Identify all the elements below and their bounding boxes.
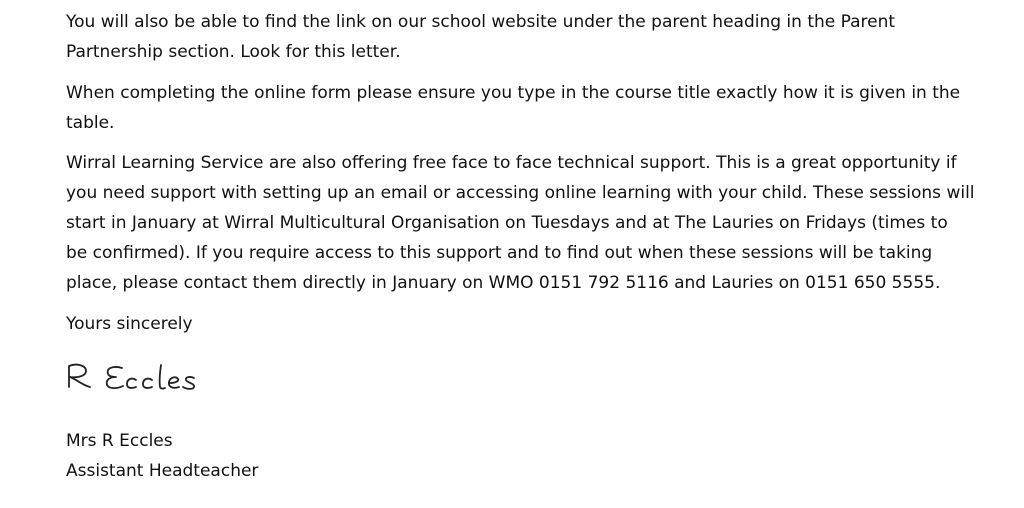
handwritten-signature — [64, 356, 244, 396]
paragraph-line: Partnership section. Look for this letter. — [66, 42, 401, 62]
signoff-name: Mrs R Eccles — [66, 431, 173, 451]
paragraph-technical-support — [66, 148, 986, 298]
paragraph-line: place, please contact them directly in January on WMO 0151 792 5116 and Lauries on 0151 650 5555. — [66, 273, 941, 293]
paragraph-line: table. — [66, 113, 115, 133]
paragraph-line: When completing the online form please ensure you type in the course title exactly how it is given in the — [66, 83, 961, 103]
closing-salutation: Yours sincerely — [66, 314, 193, 334]
signoff-block — [66, 426, 986, 486]
paragraph-line: you need support with setting up an email or accessing online learning with your child. These sessions will — [66, 183, 975, 203]
paragraph-line: Wirral Learning Service are also offering free face to face technical support. This is a great opportunity if — [66, 153, 957, 173]
signoff-title: Assistant Headteacher — [66, 461, 259, 481]
paragraph-line: You will also be able to find the link on our school website under the parent heading in the Parent — [66, 12, 896, 32]
paragraph-line: start in January at Wirral Multicultural Organisation on Tuesdays and at The Lauries on Fridays (times to — [66, 213, 948, 233]
paragraph-line: be confirmed). If you require access to this support and to find out when these sessions will be taking — [66, 243, 933, 263]
paragraph-school-website-link — [66, 7, 986, 67]
paragraph-online-form-instructions — [66, 78, 986, 138]
